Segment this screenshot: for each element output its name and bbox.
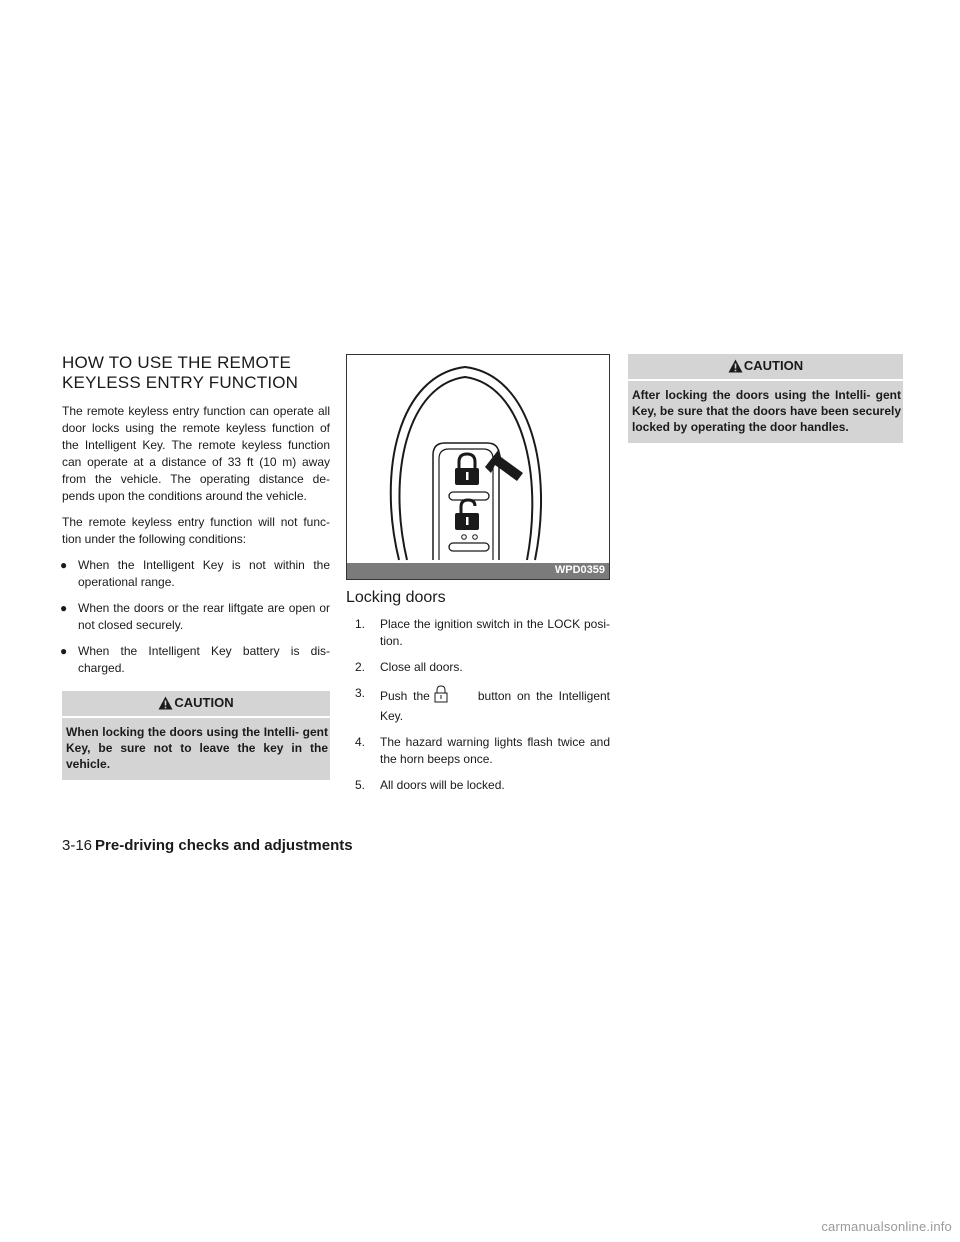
figure-code-bar	[347, 563, 609, 579]
locking-steps	[346, 616, 610, 794]
unlock-icon	[455, 500, 479, 530]
page-footer	[62, 837, 353, 855]
caution-title: CAUTION	[62, 691, 330, 718]
list-item: ● When the Intelligent Key is not within the operational range.	[60, 558, 330, 589]
section-title: Pre-driving checks and adjustments	[95, 837, 353, 854]
list-item: ● When the Intelligent Key battery is dis- charged.	[60, 644, 330, 675]
conditions-paragraph: The remote keyless entry function will not func- tion under the following conditions:	[62, 515, 330, 546]
list-item: 4. The hazard warning lights flash twice and the horn beeps once.	[355, 735, 610, 766]
column-middle	[346, 350, 610, 803]
list-item: ● When the doors or the rear liftgate are open or not closed securely.	[60, 601, 330, 632]
intelligent-key-figure	[346, 354, 610, 580]
conditions-list	[62, 557, 330, 677]
page-number: 3-16	[62, 837, 93, 854]
figure-code: WPD0359	[554, 564, 605, 576]
bullet-icon: ●	[60, 601, 68, 615]
list-item: 2. Close all doors.	[355, 660, 463, 674]
column-right	[628, 350, 903, 443]
lock-icon	[455, 454, 479, 485]
intelligent-key-illustration	[347, 355, 609, 563]
column-left	[62, 350, 330, 780]
warning-icon	[158, 696, 173, 716]
bullet-icon: ●	[60, 644, 68, 658]
heading-line-1: HOW TO USE THE REMOTE	[62, 353, 292, 372]
intro-paragraph: The remote keyless entry function can operate all door locks using the remote keyless function of the Intelligent Key. The remote keyless function can operate at a distance of 33 ft (10 m) away from the vehicle. The operating distance de- pends upon the conditions around the vehicle.	[62, 404, 330, 503]
pointer-arrow-icon	[485, 449, 523, 481]
locking-doors-heading: Locking doors	[346, 589, 446, 606]
warning-icon	[728, 359, 743, 379]
caution-text: When locking the doors using the Intelli- gent Key, be sure not to leave the key in the vehicle.	[66, 725, 328, 771]
caution-box	[628, 354, 903, 443]
caution-box	[62, 691, 330, 780]
heading-line-2: KEYLESS ENTRY FUNCTION	[62, 373, 299, 392]
watermark: carmanualsonline.info	[821, 1219, 952, 1234]
list-item: 1. Place the ignition switch in the LOCK posi- tion.	[355, 617, 610, 648]
bullet-icon: ●	[60, 558, 68, 572]
caution-title: CAUTION	[628, 354, 903, 381]
caution-text: After locking the doors using the Intelli- gent Key, be sure that the doors have been securely locked by operating the door handles.	[632, 388, 901, 434]
section-heading	[62, 353, 330, 393]
lock-button-icon	[434, 685, 458, 708]
list-item: 5. All doors will be locked.	[355, 778, 505, 792]
list-item: 3. Push the button on the Intelligent Key.	[355, 686, 611, 723]
